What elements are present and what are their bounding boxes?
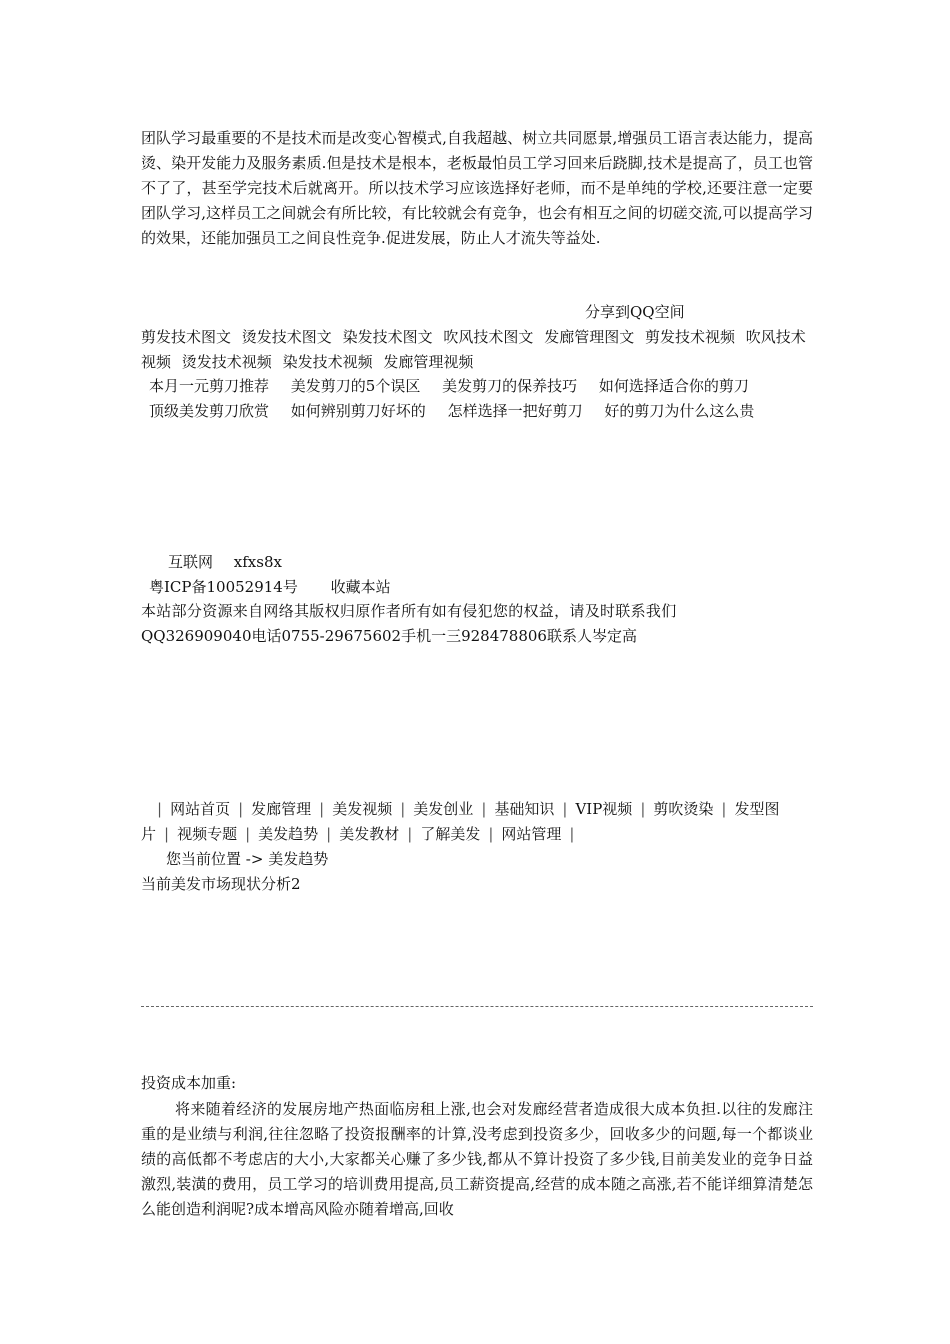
- nav-item[interactable]: VIP视频: [575, 800, 633, 818]
- article-top-paragraph: 团队学习最重要的不是技术而是改变心智模式,自我超越、树立共同愿景,增强员工语言表达能力，提高烫、染开发能力及服务素质.但是技术是根本，老板最怕员工学习回来后跷脚,技术是提高了，员工也管不了了，甚至学完技术后就离开。所以技术学习应该选择好老师，而不是单纯的学校,还要注意一定要团队学习,这样员工之间就会有所比较，有比较就会有竞争，也会有相互之间的切磋交流,可以提高学习的效果，还能加强员工之间良性竞争.促进发展，防止人才流失等益处.: [141, 129, 813, 247]
- section-heading: 投资成本加重:: [141, 1074, 237, 1092]
- nav-separator: |: [164, 825, 170, 843]
- nav-separator: |: [488, 825, 494, 843]
- footer-code: xfxs8x: [233, 553, 282, 571]
- nav-item[interactable]: 美发趋势: [258, 825, 319, 843]
- category-link[interactable]: 剪发技术视频: [644, 328, 735, 346]
- article-title: 当前美发市场现状分析2: [141, 875, 301, 893]
- breadcrumb-prefix: 您当前位置 ->: [166, 850, 264, 868]
- nav-item[interactable]: 视频专题: [177, 825, 238, 843]
- nav-separator: |: [562, 800, 568, 818]
- category-link[interactable]: 剪发技术图文: [141, 328, 232, 346]
- section-body: 将来随着经济的发展房地产热面临房租上涨,也会对发廊经营者造成很大成本负担.以往的发廊注重的是业绩与利润,往往忽略了投资报酬率的计算,没考虑到投资多少，回收多少的问题,每一个都谈业绩的高低都不考虑店的大小,大家都关心赚了多少钱,都从不算计投资了多少钱,目前美发业的竞争日益激烈,装潢的费用，员工学习的培训费用提高,员工薪资提高,经营的成本随之高涨,若不能详细算清楚怎么能创造利润呢?成本增高风险亦随着增高,回收: [141, 1100, 813, 1218]
- nav-separator: |: [157, 800, 163, 818]
- footer-contact: QQ326909040电话0755-29675602手机一三928478806联系人岑定高: [141, 627, 637, 645]
- category-link[interactable]: 染发技术图文: [342, 328, 433, 346]
- breadcrumb: [166, 849, 328, 869]
- bookmark-link[interactable]: 收藏本站: [330, 578, 391, 596]
- nav-item[interactable]: 了解美发: [420, 825, 481, 843]
- nav-separator: |: [407, 825, 413, 843]
- category-link[interactable]: 发廊管理视频: [383, 353, 474, 371]
- nav-item[interactable]: 基础知识: [494, 800, 555, 818]
- nav-item[interactable]: 美发创业: [413, 800, 474, 818]
- recommend-link[interactable]: 美发剪刀的保养技巧: [442, 377, 578, 395]
- category-link[interactable]: 烫发技术图文: [241, 328, 332, 346]
- nav-item[interactable]: 发廊管理: [251, 800, 312, 818]
- nav-separator: |: [326, 825, 332, 843]
- page: [141, 0, 813, 1344]
- nav-separator: |: [238, 800, 244, 818]
- footer-network-line: [168, 552, 282, 572]
- footer-icp: 粤ICP备10052914号: [149, 578, 298, 596]
- category-links: [141, 325, 813, 375]
- footer-network: 互联网: [168, 553, 214, 571]
- breadcrumb-current[interactable]: 美发趋势: [268, 850, 329, 868]
- nav-item[interactable]: 美发教材: [339, 825, 400, 843]
- recommend-link[interactable]: 怎样选择一把好剪刀: [447, 402, 583, 420]
- recommend-link[interactable]: 好的剪刀为什么这么贵: [604, 402, 755, 420]
- nav-separator: |: [721, 800, 727, 818]
- nav-separator: |: [245, 825, 251, 843]
- nav-item[interactable]: 美发视频: [332, 800, 393, 818]
- recommend-link[interactable]: 顶级美发剪刀欣赏: [149, 402, 270, 420]
- footer-icp-line: [149, 577, 391, 597]
- nav-separator: |: [569, 825, 575, 843]
- category-link[interactable]: 烫发技术视频: [181, 353, 272, 371]
- recommend-link[interactable]: 本月一元剪刀推荐: [149, 377, 270, 395]
- recommend-link[interactable]: 如何辨别剪刀好坏的: [290, 402, 426, 420]
- divider: [141, 1006, 813, 1007]
- share-qzone-link[interactable]: 分享到QQ空间: [585, 303, 685, 321]
- nav-item-home[interactable]: 网站首页: [170, 800, 231, 818]
- recommend-link[interactable]: 美发剪刀的5个误区: [290, 377, 421, 395]
- footer-copyright: 本站部分资源来自网络其版权归原作者所有如有侵犯您的权益，请及时联系我们: [141, 602, 677, 620]
- nav-item[interactable]: 网站管理: [501, 825, 562, 843]
- nav-item[interactable]: 剪吹烫染: [653, 800, 714, 818]
- category-link[interactable]: 吹风技术视频: [141, 328, 806, 371]
- main-nav: [141, 797, 813, 847]
- category-link[interactable]: 发廊管理图文: [544, 328, 635, 346]
- nav-separator: |: [400, 800, 406, 818]
- nav-separator: |: [481, 800, 487, 818]
- recommend-row-2: [149, 401, 771, 421]
- recommend-row-1: [149, 376, 766, 396]
- recommend-link[interactable]: 如何选择适合你的剪刀: [598, 377, 749, 395]
- nav-separator: |: [640, 800, 646, 818]
- category-link[interactable]: 吹风技术图文: [443, 328, 534, 346]
- nav-separator: |: [319, 800, 325, 818]
- category-link[interactable]: 染发技术视频: [282, 353, 373, 371]
- nav-item[interactable]: 发型图片: [141, 800, 780, 843]
